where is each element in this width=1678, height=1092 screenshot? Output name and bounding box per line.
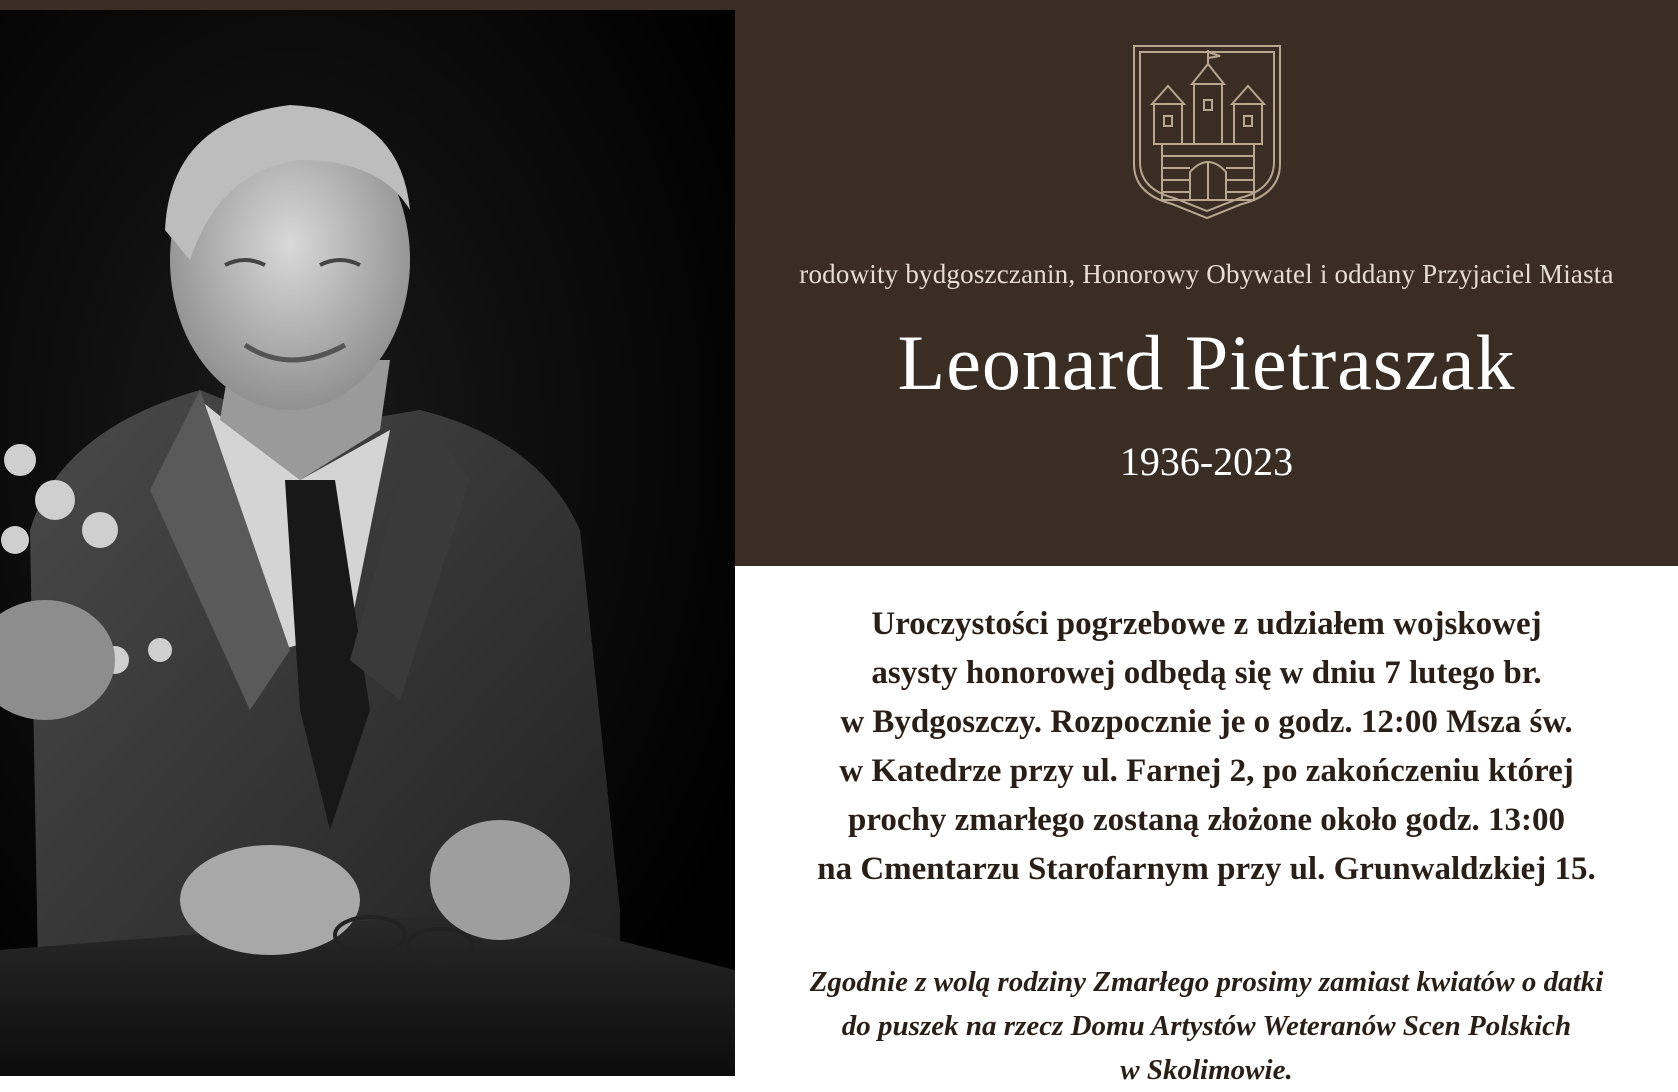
note-line: do puszek na rzecz Domu Artystów Weteranów Scen Polskich (841, 1010, 1572, 1042)
info-line: asysty honorowej odbędą się w dniu 7 lutego br. (871, 655, 1542, 691)
deceased-name: Leonard Pietraszak (897, 319, 1516, 406)
info-line: w Bydgoszczy. Rozpocznie je o godz. 12:00 Msza św. (840, 704, 1573, 740)
info-line: prochy zmarłego zostaną złożone około godz. 13:00 (847, 802, 1566, 838)
note-line: Zgodnie z wolą rodziny Zmarłego prosimy zamiast kwiatów o datki (809, 966, 1604, 998)
subtitle: rodowity bydgoszczanin, Honorowy Obywatel i oddany Przyjaciel Miasta (799, 259, 1614, 289)
funeral-info (760, 600, 1653, 894)
portrait-photo (0, 10, 735, 1076)
life-years: 1936-2023 (1119, 439, 1294, 484)
portrait-illustration (0, 10, 735, 1076)
note-line: w Skolimowie. (1120, 1054, 1293, 1086)
info-line: w Katedrze przy ul. Farnej 2, po zakończeniu której (839, 753, 1574, 789)
bydgoszcz-coat-of-arms-icon (1132, 44, 1282, 220)
info-line: Uroczystości pogrzebowe z udziałem wojskowej (871, 606, 1542, 642)
info-line: na Cmentarzu Starofarnym przy ul. Grunwaldzkiej 15. (817, 851, 1596, 887)
family-note (760, 960, 1653, 1092)
